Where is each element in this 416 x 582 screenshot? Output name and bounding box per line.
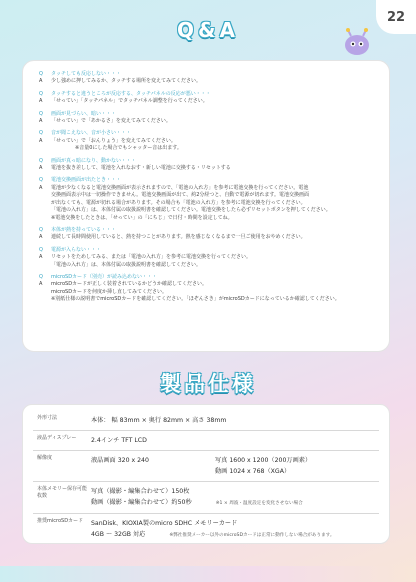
mascot-icon <box>342 28 372 56</box>
answer-text: 電池を抜き差しして、電池を入れなおす・新しい電池に交換する・リセットする <box>51 165 231 172</box>
answer-row <box>33 215 379 222</box>
a-mark: A <box>39 254 43 261</box>
spec-row <box>33 514 379 545</box>
answer-text: 「せってい」で「あかるさ」を変えてみてください。 <box>51 118 171 125</box>
page-number: 22 <box>376 0 416 34</box>
answer-row <box>33 207 379 214</box>
spec-panel <box>22 404 390 544</box>
a-mark <box>33 192 51 199</box>
spec-body <box>91 482 379 513</box>
question-text: タッチすると違うところが反応する、タッチパネルの反応が悪い・・・ <box>51 90 211 97</box>
question-text: microSDカード（別売）が読み込めない・・・ <box>51 273 158 280</box>
answer-text: 電池が少なくなると電池交換画面が表示されますので、「電池の入れ方」を参考に電池交換を行ってください。電池 <box>51 184 309 191</box>
answer-text: 連続して長時間使用していると、熱を持つことがあります。熱を感じなくなるまで一旦ご使用をおやめください。 <box>51 234 306 241</box>
answer-row <box>33 192 379 199</box>
answer-row <box>33 118 379 125</box>
spec-line <box>91 455 379 466</box>
q-mark: Q <box>39 273 43 280</box>
qa-item <box>33 111 379 126</box>
spec-line <box>91 435 379 446</box>
question-text: 画面が見づらい、暗い・・・ <box>51 110 117 117</box>
qa-item <box>33 91 379 106</box>
answer-row <box>33 98 379 105</box>
answer-row <box>33 254 379 261</box>
spec-line <box>91 466 379 477</box>
question-text: 本体が熱を持っている・・・ <box>51 226 117 233</box>
q-mark: Q <box>39 246 43 253</box>
spec-label: 推奨microSDカード <box>37 518 84 524</box>
answer-row <box>33 234 379 241</box>
answer-text: 交換画面表示中は一切操作できません。電池交換画面が出て、約2分経つと、自動で電源が切れます。電池交換画面 <box>51 192 309 199</box>
spec-value: 写真（撮影・編集合わせて）150枚 <box>91 488 190 495</box>
spec-value: 動画 1024 x 768（XGA） <box>215 468 291 475</box>
q-mark: Q <box>39 226 43 233</box>
spec-value: SanDisk、KIOXIA製のmicro SDHC メモリーカード <box>91 520 238 527</box>
spec-line <box>91 486 379 497</box>
question-row <box>33 130 379 137</box>
spec-value: 4GB ～ 32GB 対応 <box>91 531 146 538</box>
a-mark: A <box>39 234 43 241</box>
spec-label: 解像度 <box>37 455 53 461</box>
question-row <box>33 247 379 254</box>
qa-item <box>33 71 379 86</box>
q-mark: Q <box>39 130 43 137</box>
spec-row <box>33 411 379 431</box>
qa-item <box>33 177 379 221</box>
answer-row <box>33 78 379 85</box>
a-mark <box>33 200 51 207</box>
qa-item <box>33 247 379 269</box>
answer-row <box>33 165 379 172</box>
question-row <box>33 177 379 184</box>
answer-row <box>33 296 379 303</box>
spec-body <box>91 514 379 545</box>
spec-label: 液晶ディスプレー <box>37 435 77 441</box>
answer-text: ※別紙仕様の説明書でmicroSDカードを確認してください。「ほぞんさき」がmicroSDカードになっているか確認してください。 <box>51 296 340 303</box>
question-row <box>33 111 379 118</box>
question-text: 画面が真っ暗になり、動かない・・・ <box>51 157 137 164</box>
spec-line <box>91 415 379 426</box>
spec-body <box>91 451 379 481</box>
spec-row <box>33 431 379 451</box>
spec-line <box>91 529 379 541</box>
answer-text: microSDカードを何度か挿し直してみてください。 <box>51 288 168 295</box>
qa-item <box>33 274 379 304</box>
spec-body <box>91 411 379 430</box>
question-row <box>33 158 379 165</box>
answer-text: リセットをためしてみる、または「電池の入れ方」を参考に電池交換を行ってください。 <box>51 254 251 261</box>
answer-text: 「電池の入れ方」は、本体付属の取扱説明書を確認してください。 <box>51 261 202 268</box>
spec-title: 製品仕様 <box>160 372 256 396</box>
a-mark: A <box>39 118 43 125</box>
spec-value: 2.4インチ TFT LCD <box>91 437 147 444</box>
spec-value: 本体： 幅 83mm × 奥行 82mm × 高さ 38mm <box>91 417 227 424</box>
answer-text: が出なくても、電源が切れる場合があります。その場合も「電池の入れ方」を参考に電池交換を行ってください。 <box>51 199 306 206</box>
qa-item <box>33 130 379 152</box>
a-mark: A <box>39 184 43 191</box>
answer-row <box>33 200 379 207</box>
answer-text: 「せってい」で「おんりょう」を変えてみてください。 <box>51 137 176 144</box>
qa-item <box>33 227 379 242</box>
a-mark <box>33 296 51 303</box>
a-mark: A <box>39 165 43 172</box>
a-mark <box>33 289 51 296</box>
spec-label: 外形寸法 <box>37 415 58 421</box>
q-mark: Q <box>39 177 43 184</box>
a-mark: A <box>39 78 43 85</box>
question-text: 音が聞こえない、音が小さい・・・ <box>51 130 132 137</box>
spec-value: 動画（撮影・編集合わせて）約50秒 <box>91 499 192 506</box>
a-mark <box>33 207 51 214</box>
spec-label: 本体メモリー保存可能枚数 <box>37 486 88 499</box>
qa-panel <box>22 60 390 352</box>
a-mark: A <box>39 98 43 105</box>
spec-row <box>33 482 379 514</box>
qa-item <box>33 158 379 173</box>
answer-note: ※音量0にした場合でもシャッター音は出ます。 <box>75 145 182 152</box>
spec-value: 写真 1600 x 1200（200万画素） <box>215 457 312 464</box>
answer-text: ※電池交換をしたときは、「せってい」の「にちじ」で日付・時間を設定してね。 <box>51 214 233 221</box>
spec-line <box>91 497 379 509</box>
bottom-decoration <box>0 566 416 582</box>
answer-text: 「せってい」「タッチパネル」でタッチパネル調整を行ってください。 <box>51 98 208 105</box>
q-mark: Q <box>39 110 43 117</box>
answer-text: 「電池の入れ方」は、本体付属の取扱説明書を確認してください。電池交換をしたら必ずリセットボタンを押してください。 <box>51 207 331 214</box>
qa-title: Q&A <box>177 18 239 42</box>
spec-value: 液晶画面 320 x 240 <box>91 457 149 464</box>
a-mark: A <box>39 137 43 144</box>
question-text: タッチしても反応しない・・・ <box>51 71 122 77</box>
q-mark: Q <box>39 157 43 164</box>
spec-note: ※1 × 周波・温度設定を変化させない場合 <box>215 501 303 506</box>
answer-row <box>33 262 379 269</box>
a-mark: A <box>39 281 43 288</box>
answer-row <box>33 281 379 288</box>
answer-text: 少し強めに押してみるか、タッチする場所を変えてみてください。 <box>51 78 202 85</box>
q-mark: Q <box>39 90 43 97</box>
answer-text: microSDカードが正しく装着されているかどうか確認してください。 <box>51 281 208 288</box>
q-mark: Q <box>39 71 43 77</box>
spec-row <box>33 451 379 482</box>
question-text: 電池交換画面が出たとき・・・ <box>51 177 122 184</box>
question-text: 電源が入らない・・・ <box>51 246 102 253</box>
spec-line <box>91 518 379 529</box>
spec-body <box>91 431 379 450</box>
a-mark <box>33 262 51 269</box>
spec-note: ※弊社推奨メーカー以外のmicroSDカードは正常に動作しない場合があります。 <box>169 533 335 538</box>
a-mark <box>33 215 51 222</box>
